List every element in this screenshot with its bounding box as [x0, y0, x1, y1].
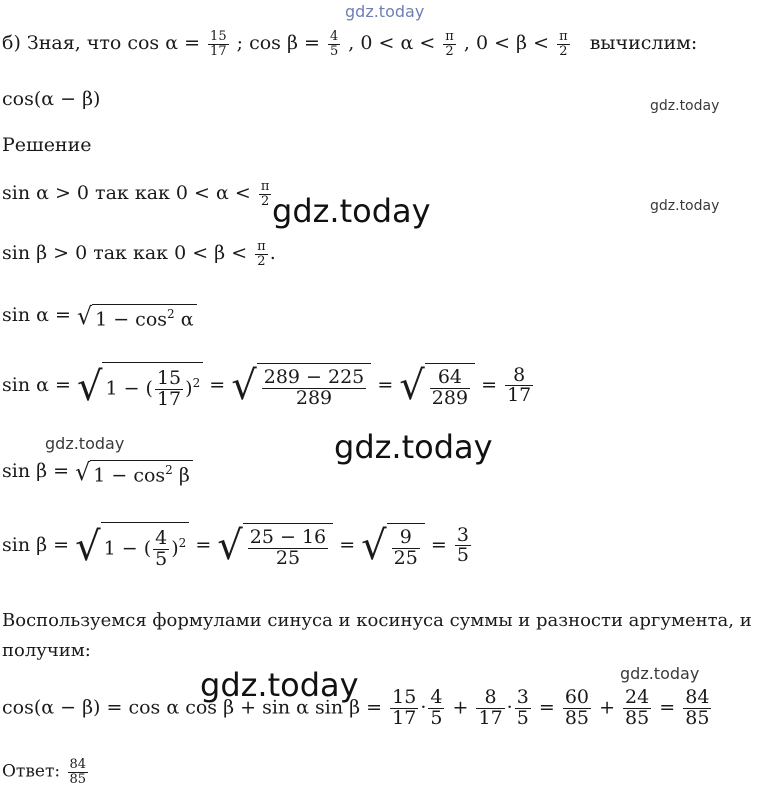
condition-beta: , 0 < β <	[463, 32, 550, 55]
sbc-eq1: =	[195, 533, 212, 556]
answer-fraction	[68, 758, 89, 786]
sbc-n3: 9	[392, 528, 420, 549]
fc-b-n: 4	[430, 686, 443, 708]
watermark-small-1: gdz.today	[650, 98, 720, 114]
sac-frac-3	[430, 368, 470, 409]
sin-alpha-calculation	[2, 362, 535, 410]
fc-left: cos(α − β) = cos α cos β + sin α sin β =	[2, 696, 383, 719]
sbc-frac-4	[455, 523, 471, 567]
fc-e-d: 5	[516, 706, 529, 729]
sac-sqrt-3: √ $\frac{64}{289}$	[399, 363, 475, 409]
sac-d4: 17	[507, 384, 532, 407]
fc-f-d: 85	[564, 706, 590, 729]
watermark-large-2: gdz.today	[334, 428, 493, 466]
statement-mid: ; cos β =	[236, 32, 320, 55]
watermark-small-4: gdz.today	[620, 664, 700, 683]
sqrt-sin-beta: √ $1 - \cos^2 \beta$	[75, 458, 193, 486]
fc-g-d: 85	[625, 706, 650, 729]
sac-frac-2	[262, 368, 367, 409]
sac-left: sin α =	[2, 373, 71, 396]
fc-a-n: 15	[392, 686, 417, 708]
paragraph-line-2: получим:	[2, 640, 91, 661]
fc-b-d: 5	[430, 706, 443, 729]
sbc-d3: 25	[393, 547, 418, 569]
fc-h-n: 84	[685, 686, 710, 708]
sac-n4: 8	[505, 366, 533, 387]
sin-beta-calculation	[2, 522, 473, 570]
solution-heading: Решение	[2, 134, 92, 156]
watermark-large-3: gdz.today	[200, 666, 359, 704]
pi-half-fraction	[443, 30, 456, 58]
sb-pi: π	[257, 239, 266, 254]
radicand-sb: 1 − cos	[93, 464, 166, 486]
sac-sq: 2	[192, 376, 201, 391]
sac-sqrt-2: √ $\frac{289 - 225}{289}$	[231, 363, 371, 409]
sac-n1: 15	[156, 367, 182, 389]
problem-statement	[2, 30, 697, 58]
cos-alpha-fraction	[208, 30, 229, 58]
sb-two: 2	[257, 253, 266, 269]
fc-c-n: 8	[476, 688, 504, 709]
sbc-d4: 5	[456, 544, 469, 567]
answer	[2, 758, 90, 786]
sac-one: 1 −	[105, 377, 140, 400]
pi-num: π	[445, 29, 454, 44]
exp-sa: 2	[167, 306, 175, 321]
fc-eq-2: =	[659, 696, 676, 719]
sbc-n1: 4	[155, 527, 168, 549]
cos-beta-den: 5	[329, 43, 339, 59]
sac-eq2: =	[377, 373, 394, 396]
pi-den-2: 2	[559, 43, 568, 59]
sin-beta-formula-left: sin β =	[2, 460, 70, 482]
pi-half-fraction-2	[557, 30, 570, 58]
sac-sqrt-1: √ 1 − ( $\frac{15}{17}$ )$^2$	[77, 362, 203, 410]
task-expression: cos(α − β)	[2, 88, 101, 110]
condition-alpha: , 0 < α <	[348, 32, 436, 55]
fc-frac-a	[390, 688, 418, 729]
statement-suffix: вычислим:	[589, 32, 698, 55]
final-calculation: cos(α − β) = cos α cos β + sin α sin β = $\frac{15}{17}$ · $\frac{4}{5}$ + $\frac{8}{17}$ · $\frac{3}{5}$ = $\frac{60}{85}$ + $\frac{24}{85}$ = $\frac{84}{85}$	[2, 686, 710, 729]
sbc-frac-1	[153, 529, 169, 570]
sin-alpha-positive-text: sin α > 0 так как 0 < α <	[2, 182, 251, 205]
fc-a-d: 17	[392, 706, 417, 729]
sin-alpha-formula-left: sin α =	[2, 304, 71, 326]
sac-d2: 289	[295, 387, 333, 409]
sac-eq3: =	[481, 373, 498, 396]
watermark-small-3: gdz.today	[45, 434, 125, 453]
sin-beta-positive	[2, 240, 276, 268]
paragraph-line-1: Воспользуемся формулами синуса и косинуса суммы и разности аргумента, и	[2, 610, 752, 631]
sin-beta-formula	[2, 458, 193, 486]
sa-two: 2	[260, 193, 270, 209]
fc-g-n: 24	[625, 686, 650, 708]
fc-frac-b	[428, 688, 444, 729]
watermark-top: gdz.today	[345, 2, 425, 21]
sin-alpha-pi-half	[259, 180, 272, 208]
var-sb: β	[178, 464, 190, 486]
var-sa: α	[180, 308, 194, 330]
sb-dot: .	[269, 242, 276, 265]
sac-n3: 64	[430, 368, 470, 389]
sin-alpha-formula	[2, 302, 197, 330]
sac-frac-1	[155, 369, 183, 410]
sbc-sq: 2	[178, 536, 187, 551]
fc-h-d: 85	[685, 706, 710, 729]
sbc-frac-2	[248, 528, 328, 569]
sbc-eq3: =	[430, 533, 447, 556]
fc-c-d: 17	[478, 706, 503, 729]
sac-eq1: =	[209, 373, 226, 396]
sbc-eq2: =	[339, 533, 356, 556]
answer-den: 85	[69, 771, 87, 787]
fc-frac-g	[623, 688, 651, 729]
sin-beta-positive-text: sin β > 0 так как 0 < β <	[2, 242, 248, 265]
sbc-sqrt-2: √ $\frac{25 - 16}{25}$	[217, 523, 333, 569]
sac-d1: 17	[156, 387, 182, 410]
cos-alpha-den: 17	[210, 43, 227, 59]
sbc-frac-3	[392, 528, 420, 569]
cos-alpha-num: 15	[210, 29, 227, 44]
pi-den: 2	[445, 43, 454, 59]
fc-plus-1: +	[452, 696, 469, 719]
statement-prefix: б) Зная, что cos α =	[2, 32, 200, 55]
pi-num-2: π	[559, 29, 568, 44]
sbc-sqrt-3: √ $\frac{9}{25}$	[361, 523, 425, 569]
fc-frac-c	[476, 688, 504, 729]
answer-label: Ответ:	[2, 761, 61, 782]
fc-frac-h	[683, 688, 711, 729]
radicand-sa: 1 − cos	[95, 308, 168, 330]
sac-n2: 289 − 225	[263, 366, 365, 389]
fc-frac-f	[563, 688, 591, 729]
fc-e-n: 3	[516, 686, 529, 708]
sin-alpha-positive	[2, 180, 273, 208]
sac-frac-4	[505, 363, 533, 407]
sqrt-sin-alpha: √ $1 - \cos^2 \alpha$	[77, 302, 197, 330]
fc-f-n: 60	[564, 686, 590, 708]
sbc-n4: 3	[456, 523, 469, 546]
watermark-large-1: gdz.today	[272, 192, 431, 230]
sac-d3: 289	[431, 387, 469, 409]
sbc-d2: 25	[275, 547, 301, 569]
sbc-n2: 25 − 16	[249, 526, 327, 549]
sin-beta-pi-half	[255, 240, 268, 268]
sbc-one: 1 −	[103, 537, 138, 560]
watermark-small-2: gdz.today	[650, 198, 720, 214]
fc-frac-e	[515, 688, 531, 729]
cos-beta-num: 4	[329, 29, 339, 44]
cos-beta-fraction	[328, 30, 340, 58]
sbc-sqrt-1: √ 1 − ( $\frac{4}{5}$ )$^2$	[75, 522, 189, 570]
fc-plus-2: +	[599, 696, 615, 719]
sbc-left: sin β =	[2, 533, 70, 556]
exp-sb: 2	[165, 462, 173, 477]
sbc-d1: 5	[155, 547, 168, 570]
sa-pi: π	[260, 179, 270, 194]
answer-num: 84	[69, 757, 87, 772]
fc-eq-1: =	[538, 696, 555, 719]
